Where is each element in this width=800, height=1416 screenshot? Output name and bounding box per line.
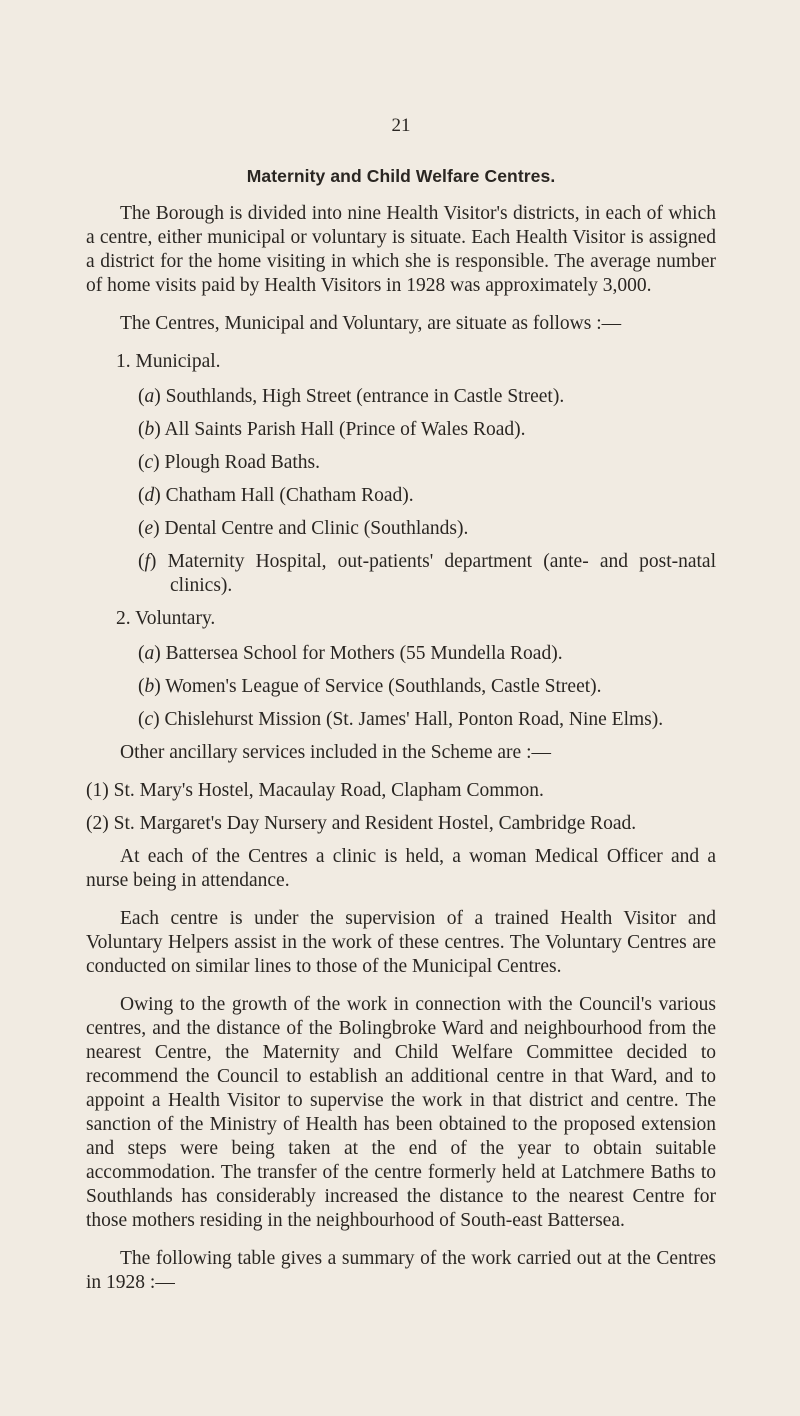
item-text: Dental Centre and Clinic (Southlands). xyxy=(164,518,469,539)
item-text: Plough Road Baths. xyxy=(164,452,320,473)
item-text: Chatham Hall (Chatham Road). xyxy=(165,485,414,506)
clinic-paragraph: At each of the Centres a clinic is held, a woman Medical Officer and a nurse being in attendance. xyxy=(86,846,716,891)
table-intro-paragraph: The following table gives a summary of the work carried out at the Centres in 1928 :— xyxy=(86,1248,716,1293)
item-letter: a xyxy=(144,643,155,664)
municipal-item-b: (b) All Saints Parish Hall (Prince of Wales Road). xyxy=(138,419,526,440)
item-text: Maternity Hospital, out-patients' department (ante- and post-natal clinics). xyxy=(167,551,717,596)
item-text: Battersea School for Mothers (55 Mundella Road). xyxy=(165,643,563,664)
voluntary-item-c: (c) Chislehurst Mission (St. James' Hall, Ponton Road, Nine Elms). xyxy=(138,709,664,730)
item-text: All Saints Parish Hall (Prince of Wales Road). xyxy=(164,419,526,440)
document-page xyxy=(86,114,716,1309)
municipal-list xyxy=(86,385,716,598)
item-letter: a xyxy=(144,386,155,407)
municipal-item-c: (c) Plough Road Baths. xyxy=(138,452,320,473)
item-letter: b xyxy=(144,676,155,697)
voluntary-label: 2. Voluntary. xyxy=(116,608,216,629)
ancillary-number: (1) xyxy=(86,780,109,801)
ancillary-item-1 xyxy=(86,779,716,803)
item-text: Southlands, High Street (entrance in Castle Street). xyxy=(165,386,565,407)
ancillary-number: (2) xyxy=(86,813,109,834)
item-letter: e xyxy=(144,518,154,539)
growth-paragraph: Owing to the growth of the work in connection with the Council's various centres, and the distance of the Bolingbroke Ward and neighbourhood from the nearest Centre, the Maternity and Child Welfare Committee decided to recommend the Council to establish an additional centre in that Ward, and to appoint a Health Visitor to supervise the work in that district and centre. The sanction of the Ministry of Health has been obtained to the proposed extension and steps were being taken at the end of the year to obtain suitable accommodation. The transfer of the centre formerly held at Latchmere Baths to Southlands has considerably increased the distance to the nearest Centre for those mothers residing in the neighbourhood of South-east Battersea. xyxy=(86,994,716,1231)
municipal-item-e: (e) Dental Centre and Clinic (Southlands). xyxy=(138,518,469,539)
municipal-item-f: (f) Maternity Hospital, out-patients' department (ante- and post-natal clinics). xyxy=(138,551,717,596)
municipal-label: 1. Municipal. xyxy=(116,351,221,372)
municipal-item-d: (d) Chatham Hall (Chatham Road). xyxy=(138,485,414,506)
item-letter: d xyxy=(144,485,155,506)
item-letter: f xyxy=(144,551,150,572)
page-number: 21 xyxy=(391,115,411,136)
voluntary-item-b: (b) Women's League of Service (Southlands, Castle Street). xyxy=(138,676,602,697)
item-text: Chislehurst Mission (St. James' Hall, Ponton Road, Nine Elms). xyxy=(164,709,664,730)
centres-intro: The Centres, Municipal and Voluntary, are situate as follows :— xyxy=(120,313,622,334)
item-letter: b xyxy=(144,419,155,440)
voluntary-item-a: (a) Battersea School for Mothers (55 Mundella Road). xyxy=(138,643,563,664)
section-heading: Maternity and Child Welfare Centres. xyxy=(246,166,556,186)
item-letter: c xyxy=(144,709,154,730)
item-text: Women's League of Service (Southlands, Castle Street). xyxy=(165,676,602,697)
voluntary-list xyxy=(86,642,716,732)
item-letter: c xyxy=(144,452,154,473)
ancillary-text: St. Margaret's Day Nursery and Resident Hostel, Cambridge Road. xyxy=(113,813,637,834)
ancillary-text: St. Mary's Hostel, Macaulay Road, Clapham Common. xyxy=(113,780,544,801)
ancillary-list xyxy=(86,779,716,836)
supervision-paragraph: Each centre is under the supervision of a trained Health Visitor and Voluntary Helpers assist in the work of these centres. The Voluntary Centres are conducted on similar lines to those of the Municipal Centres. xyxy=(86,908,716,977)
ancillary-item-2 xyxy=(86,812,716,836)
ancillary-intro: Other ancillary services included in the Scheme are :— xyxy=(120,742,551,763)
intro-paragraph: The Borough is divided into nine Health Visitor's districts, in each of which a centre, either municipal or voluntary is situate. Each Health Visitor is assigned a district for the home visiting in which she is responsible. The average number of home visits paid by Health Visitors in 1928 was approximately 3,000. xyxy=(86,203,716,296)
municipal-item-a: (a) Southlands, High Street (entrance in Castle Street). xyxy=(138,386,565,407)
